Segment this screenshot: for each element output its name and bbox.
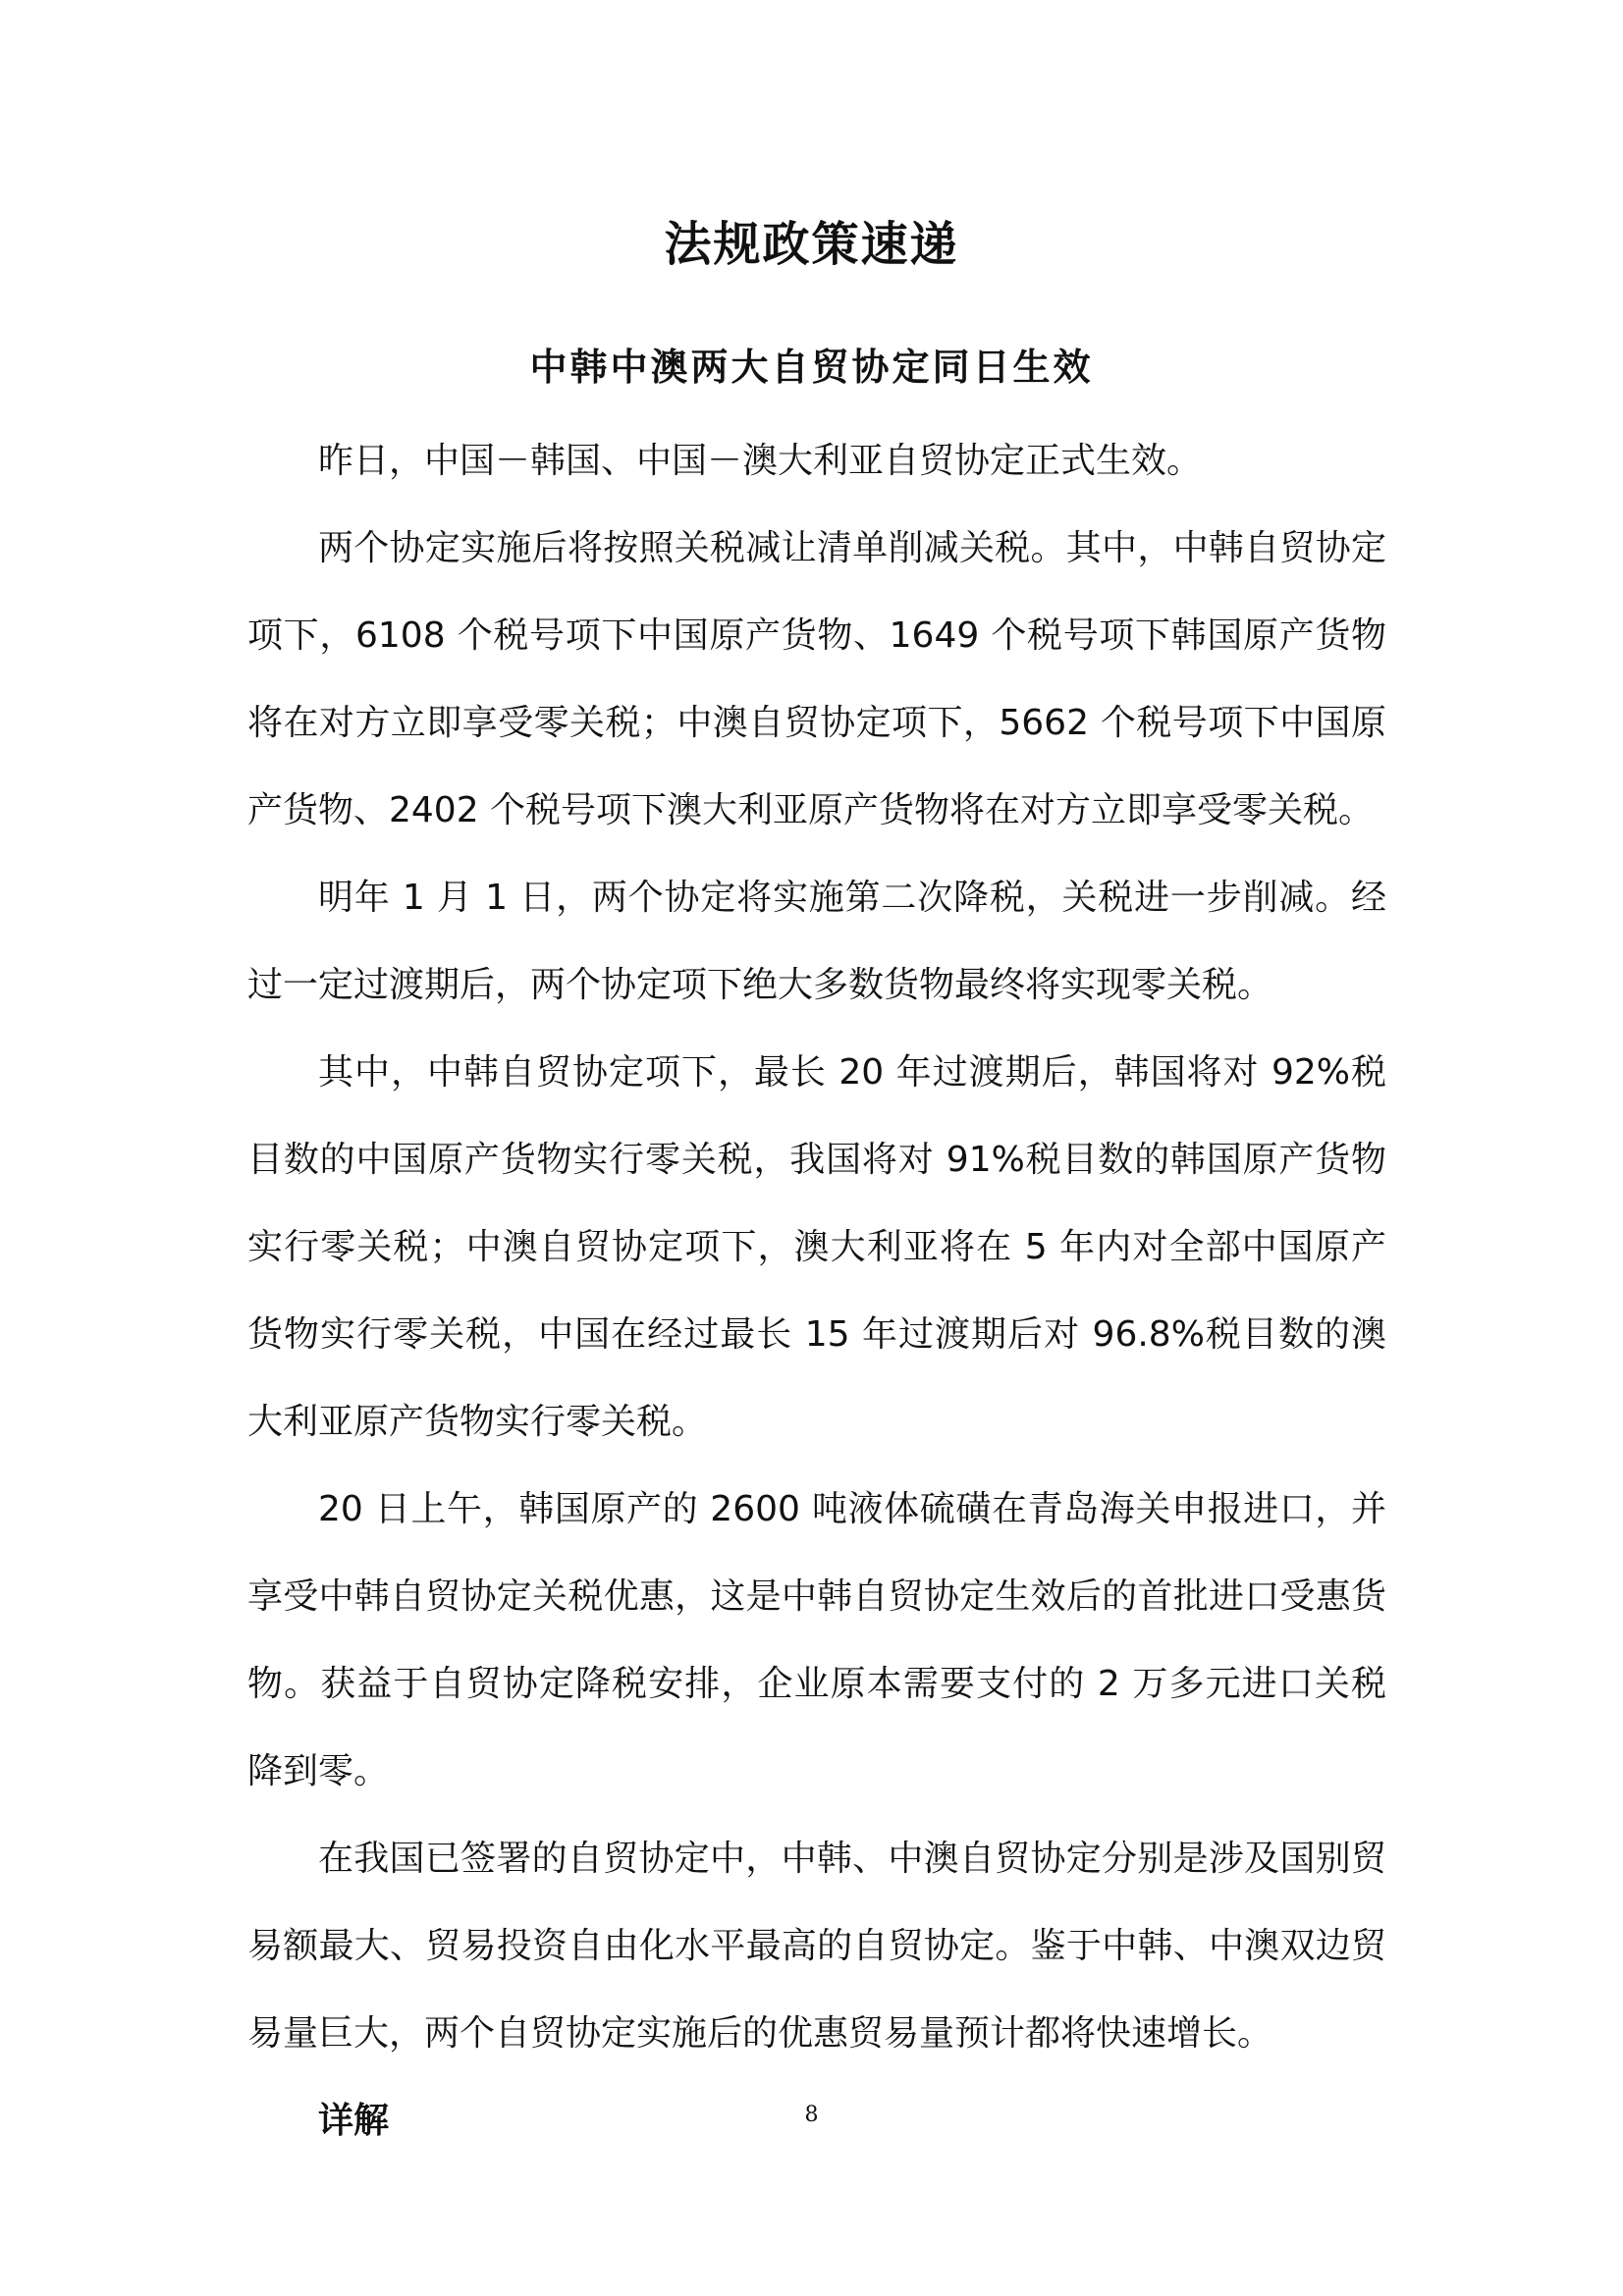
article-body (247, 417, 1386, 2164)
page-number: 8 (804, 2103, 819, 2127)
article-title: 中韩中澳两大自贸协定同日生效 (529, 346, 1094, 389)
section-title: 法规政策速递 (664, 217, 959, 272)
paragraph: 两个协定实施后将按照关税减让清单削减关税。其中，中韩自贸协定项下，6108 个税号项下中国原产货物、1649 个税号项下韩国原产货物将在对方立即享受零关税；中澳自贸协定项下，5662 个税号项下中国原产货物、2402 个税号项下澳大利亚原产货物将在对方立即享受零关税。 (247, 528, 1386, 830)
paragraph: 在我国已签署的自贸协定中，中韩、中澳自贸协定分别是涉及国别贸易额最大、贸易投资自由化水平最高的自贸协定。鉴于中韩、中澳双边贸易量巨大，两个自贸协定实施后的优惠贸易量预计都将快速增长。 (247, 1839, 1386, 2054)
paragraph: 明年 1 月 1 日，两个协定将实施第二次降税，关税进一步削减。经过一定过渡期后，两个协定项下绝大多数货物最终将实现零关税。 (247, 878, 1386, 1005)
paragraph: 20 日上午，韩国原产的 2600 吨液体硫磺在青岛海关申报进口，并享受中韩自贸协定关税优惠，这是中韩自贸协定生效后的首批进口受惠货物。获益于自贸协定降税安排，企业原本需要支付的 2 万多元进口关税降到零。 (247, 1489, 1386, 1791)
paragraph: 昨日，中国－韩国、中国－澳大利亚自贸协定正式生效。 (318, 441, 1203, 481)
detail-label: 详解 (318, 2101, 390, 2141)
paragraph: 其中，中韩自贸协定项下，最长 20 年过渡期后，韩国将对 92%税目数的中国原产货物实行零关税，我国将对 91%税目数的韩国原产货物实行零关税；中澳自贸协定项下，澳大利亚将在 5 年内对全部中国原产货物实行零关税，中国在经过最长 15 年过渡期后对 96.8%税目数的澳大利亚原产货物实行零关税。 (247, 1052, 1386, 1442)
